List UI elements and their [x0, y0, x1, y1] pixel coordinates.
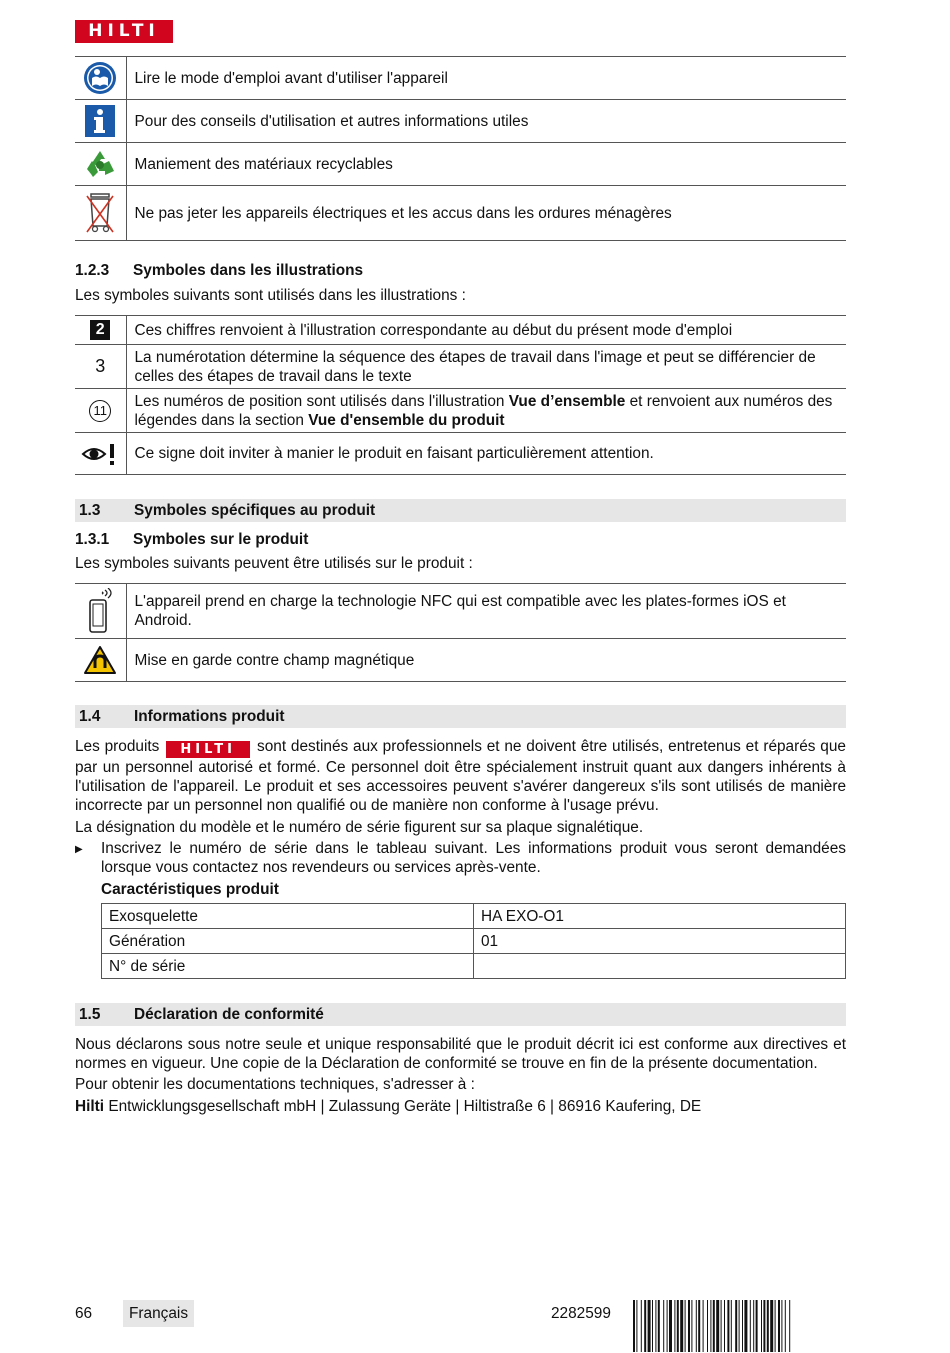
attention-eye-icon — [75, 433, 126, 475]
table-row — [75, 433, 846, 475]
section-title: Déclaration de conformité — [134, 1006, 324, 1023]
info-icon — [75, 100, 126, 143]
step-number-icon: 3 — [75, 345, 126, 389]
language-label: Français — [123, 1300, 194, 1327]
section-heading — [75, 530, 846, 549]
table-cell: Génération — [102, 929, 474, 954]
section-heading — [75, 261, 846, 280]
nfc-phone-icon — [75, 584, 126, 639]
symbol-description: Lire le mode d'emploi avant d'utiliser l'appareil — [126, 57, 846, 100]
table-row — [75, 584, 846, 639]
position-number-icon: 11 — [75, 389, 126, 433]
paragraph: La désignation du modèle et le numéro de série figurent sur sa plaque signalétique. — [75, 819, 644, 836]
paragraph: Les produits HILTI sont destinés aux professionnels et ne doivent être utilisés, entretenus et réparés que par un personnel autorisé et formé. Ce personnel doit être spécialement instruit quant aux dangers inhérents à l'utilisation de l'appareil. Le produit et ses accessoires peuvent s'avérer dangereux s'ils sont utilisés de manière incorrecte par un personnel non qualifié ou de manière non conforme à l'usage prévu. — [75, 738, 846, 814]
table-row — [75, 143, 846, 186]
table-row — [75, 57, 846, 100]
section-number: 1.5 — [79, 1006, 101, 1023]
page-footer — [75, 1300, 846, 1330]
product-info-table — [101, 903, 846, 979]
table-cell: 01 — [474, 929, 846, 954]
bullet-arrow-icon: ▶ — [75, 844, 83, 855]
section-title: Symboles dans les illustrations — [133, 262, 364, 279]
crossed-bin-icon — [75, 186, 126, 241]
section-heading — [75, 499, 846, 522]
page-content — [75, 56, 846, 1116]
table-title: Caractéristiques produit — [101, 881, 279, 898]
section-number: 1.3.1 — [75, 531, 110, 548]
page-number: 66 — [75, 1305, 93, 1322]
table-cell: N° de série — [102, 954, 474, 979]
symbol-description: Ce signe doit inviter à manier le produit en faisant particulièrement attention. — [126, 433, 846, 475]
symbol-description: Ces chiffres renvoient à l'illustration correspondante au début du présent mode d'emploi — [126, 316, 846, 345]
table-row — [75, 316, 846, 345]
illustration-symbols-table — [75, 315, 846, 475]
section-title: Symboles spécifiques au produit — [134, 502, 376, 519]
magnetic-field-warning-icon — [75, 639, 126, 682]
paragraph: Nous déclarons sous notre seule et unique responsabilité que le produit décrit ici est conforme aux directives et normes en vigueur. Une copie de la Déclaration de conformité se trouve en fin de la présente documentation. — [75, 1036, 846, 1072]
hilti-logo: HILTI — [75, 20, 173, 43]
table-row — [102, 954, 846, 979]
table-row — [75, 639, 846, 682]
bullet-item: ▶ Inscrivez le numéro de série dans le tableau suivant. Les informations produit vous seront demandées lorsque vous contactez nos revendeurs ou services après-vente. — [75, 840, 846, 876]
section-heading — [75, 705, 846, 728]
symbol-description: L'appareil prend en charge la technologie NFC qui est compatible avec les plates-formes iOS et Android. — [126, 584, 846, 639]
table-row — [102, 929, 846, 954]
hilti-logo-inline: HILTI — [166, 741, 250, 758]
symbol-description: Maniement des matériaux recyclables — [126, 143, 846, 186]
table-row — [102, 904, 846, 929]
section-number: 1.4 — [79, 708, 101, 725]
barcode-icon — [633, 1300, 846, 1352]
table-cell: HA EXO-O1 — [474, 904, 846, 929]
table-row — [75, 345, 846, 389]
symbol-description: Mise en garde contre champ magnétique — [126, 639, 846, 682]
symbol-description: Les numéros de position sont utilisés dans l'illustration Vue d’ensemble et renvoient aux numéros des légendes dans la section Vue d'ensemble du produit — [126, 389, 846, 433]
symbol-description: Ne pas jeter les appareils électriques et les accus dans les ordures ménagères — [126, 186, 846, 241]
product-symbols-table — [75, 583, 846, 682]
recycle-icon — [75, 143, 126, 186]
table-row — [75, 389, 846, 433]
read-manual-icon — [75, 57, 126, 100]
table-row — [75, 186, 846, 241]
table-cell: Exosquelette — [102, 904, 474, 929]
address: Hilti Entwicklungsgesellschaft mbH | Zulassung Geräte | Hiltistraße 6 | 86916 Kaufering, DE — [75, 1098, 702, 1115]
general-symbols-table — [75, 56, 846, 241]
figure-number-icon: 2 — [75, 316, 126, 345]
section-number: 1.3 — [79, 502, 101, 519]
document-number: 2282599 — [551, 1305, 611, 1322]
section-title: Symboles sur le produit — [133, 531, 309, 548]
section-heading — [75, 1003, 846, 1026]
serial-number-field[interactable] — [474, 954, 846, 979]
table-row — [75, 100, 846, 143]
symbol-description: Pour des conseils d'utilisation et autres informations utiles — [126, 100, 846, 143]
section-intro: Les symboles suivants peuvent être utilisés sur le produit : — [75, 555, 473, 572]
paragraph: Pour obtenir les documentations techniques, s'adresser à : — [75, 1076, 475, 1093]
section-intro: Les symboles suivants sont utilisés dans les illustrations : — [75, 287, 466, 304]
section-number: 1.2.3 — [75, 262, 110, 279]
section-title: Informations produit — [134, 708, 285, 725]
symbol-description: La numérotation détermine la séquence des étapes de travail dans l'image et peut se différencier de celles des étapes de travail dans le texte — [126, 345, 846, 389]
